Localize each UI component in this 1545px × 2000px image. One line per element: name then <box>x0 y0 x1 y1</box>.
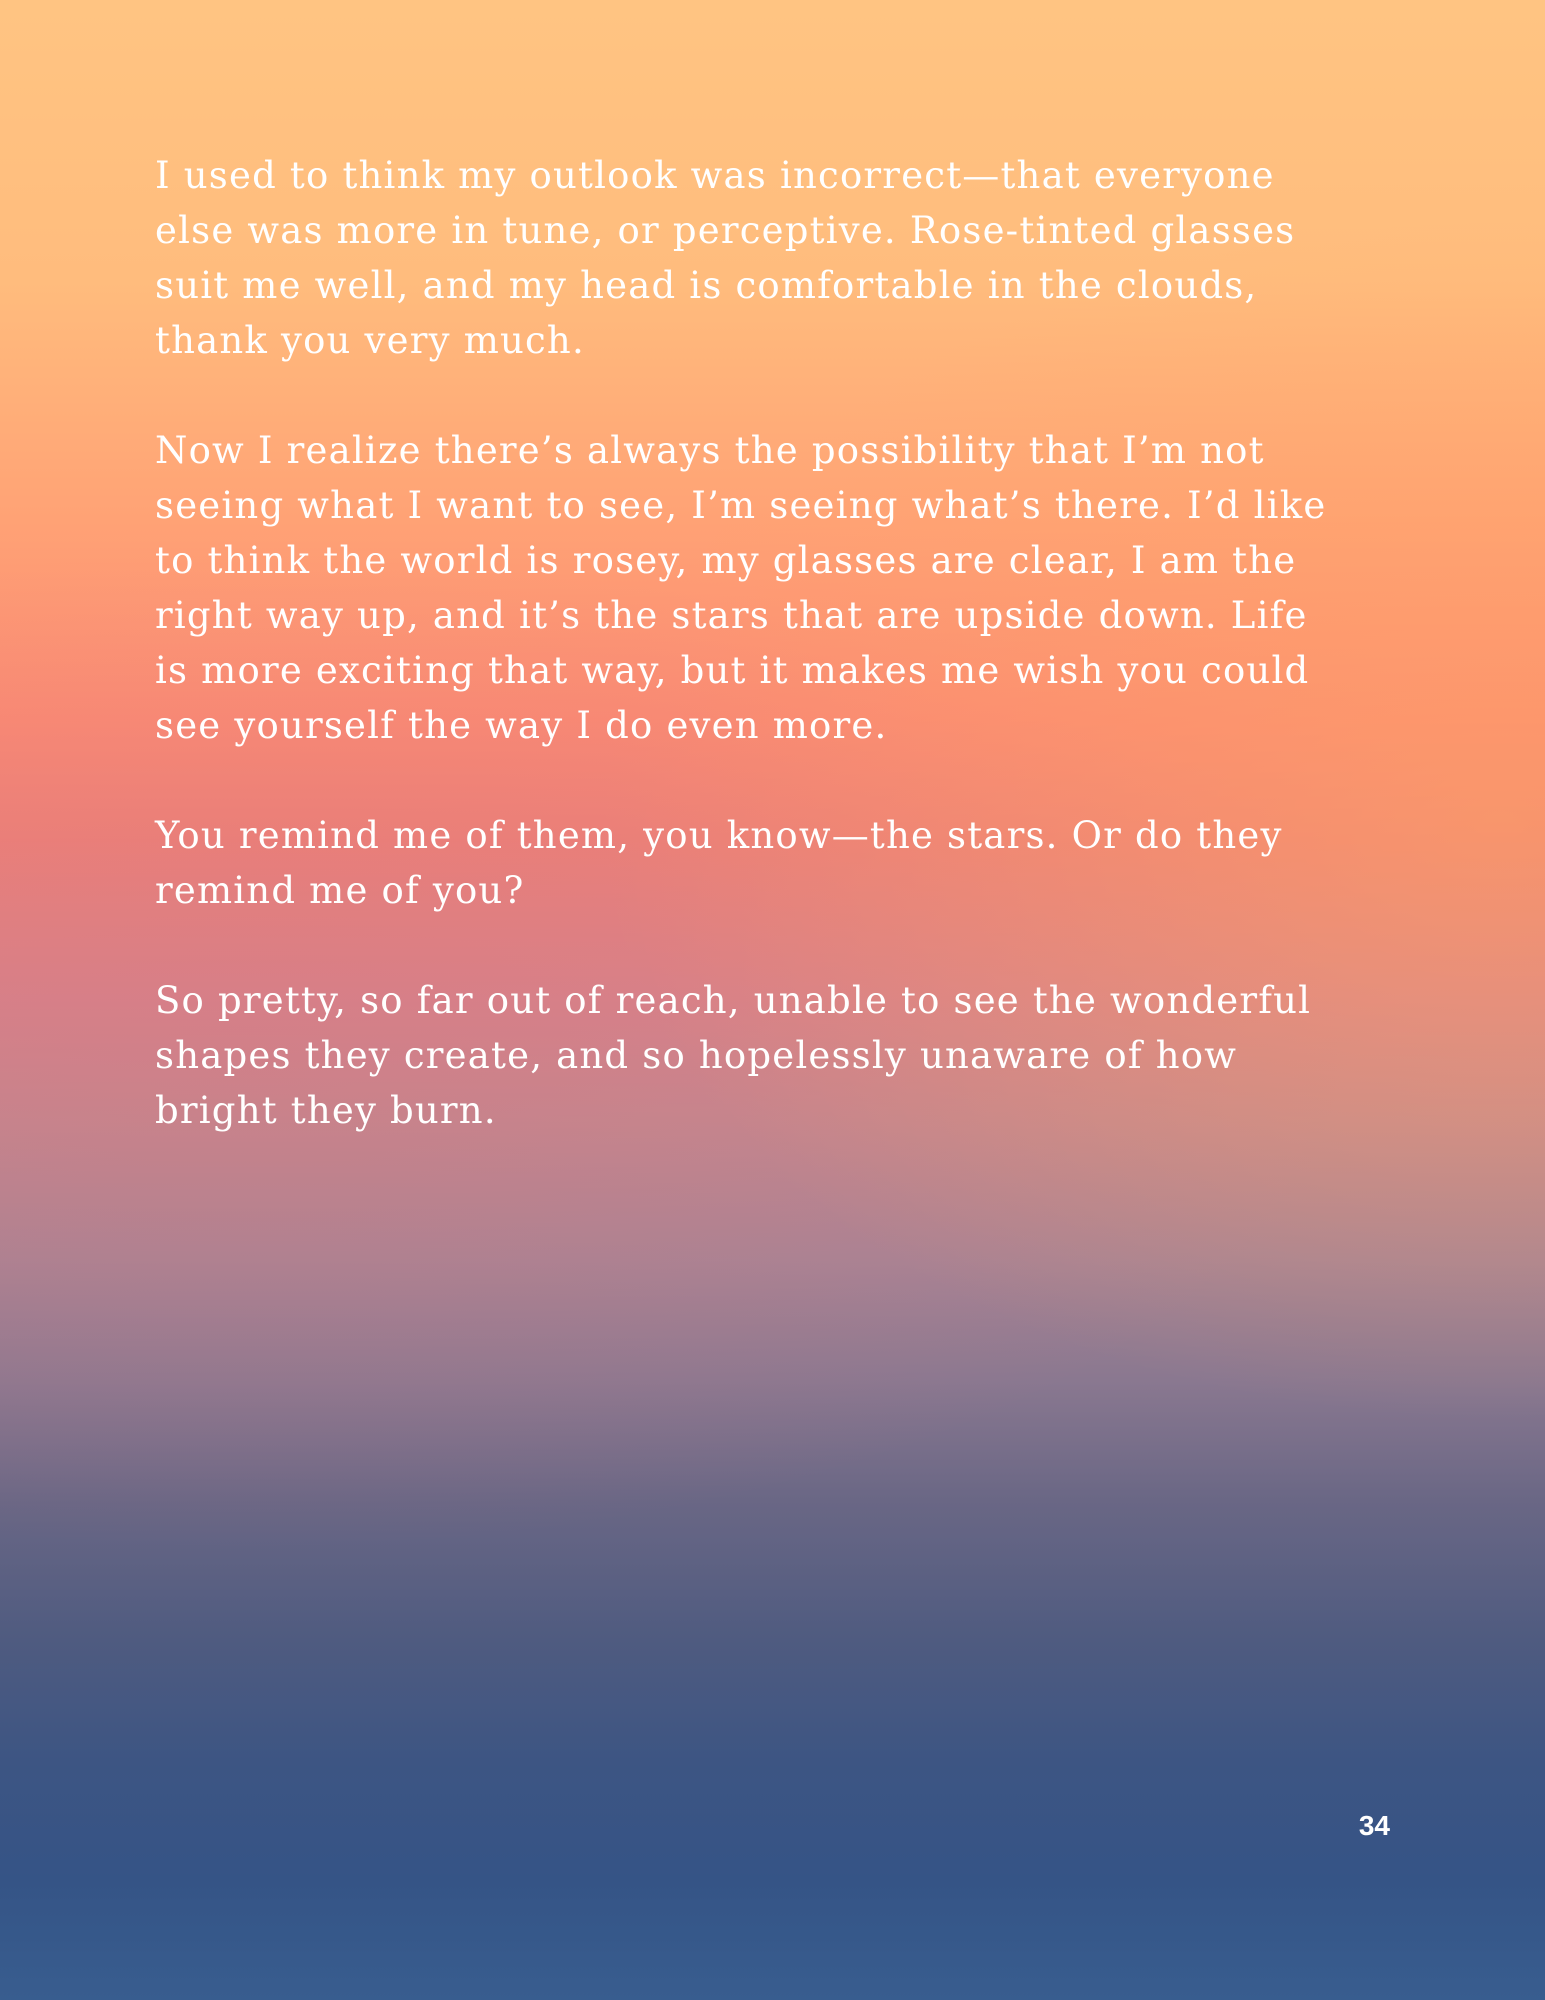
page-number: 34 <box>1358 1810 1390 1841</box>
body-text <box>155 148 1405 1193</box>
paragraph-1: I used to think my outlook was incorrect—that everyone else was more in tune, or perceptive. Rose-tinted glasses suit me well, and my head is comfortable in the clouds, thank you very much. <box>155 154 1296 362</box>
paragraph-2: Now I realize there’s always the possibility that I’m not seeing what I want to see, I’m seeing what’s there. I’d like to think the world is rosey, my glasses are clear, I am the right way up, and it’s the stars that are upside down. Life is more exciting that way, but it makes me wish you could see yourself the way I do even more. <box>155 429 1327 747</box>
paragraph-3: You remind me of them, you know—the stars. Or do they remind me of you? <box>155 814 1283 912</box>
paragraph-4: So pretty, so far out of reach, unable to see the wonderful shapes they create, and so hopelessly unaware of how bright they burn. <box>155 979 1312 1132</box>
